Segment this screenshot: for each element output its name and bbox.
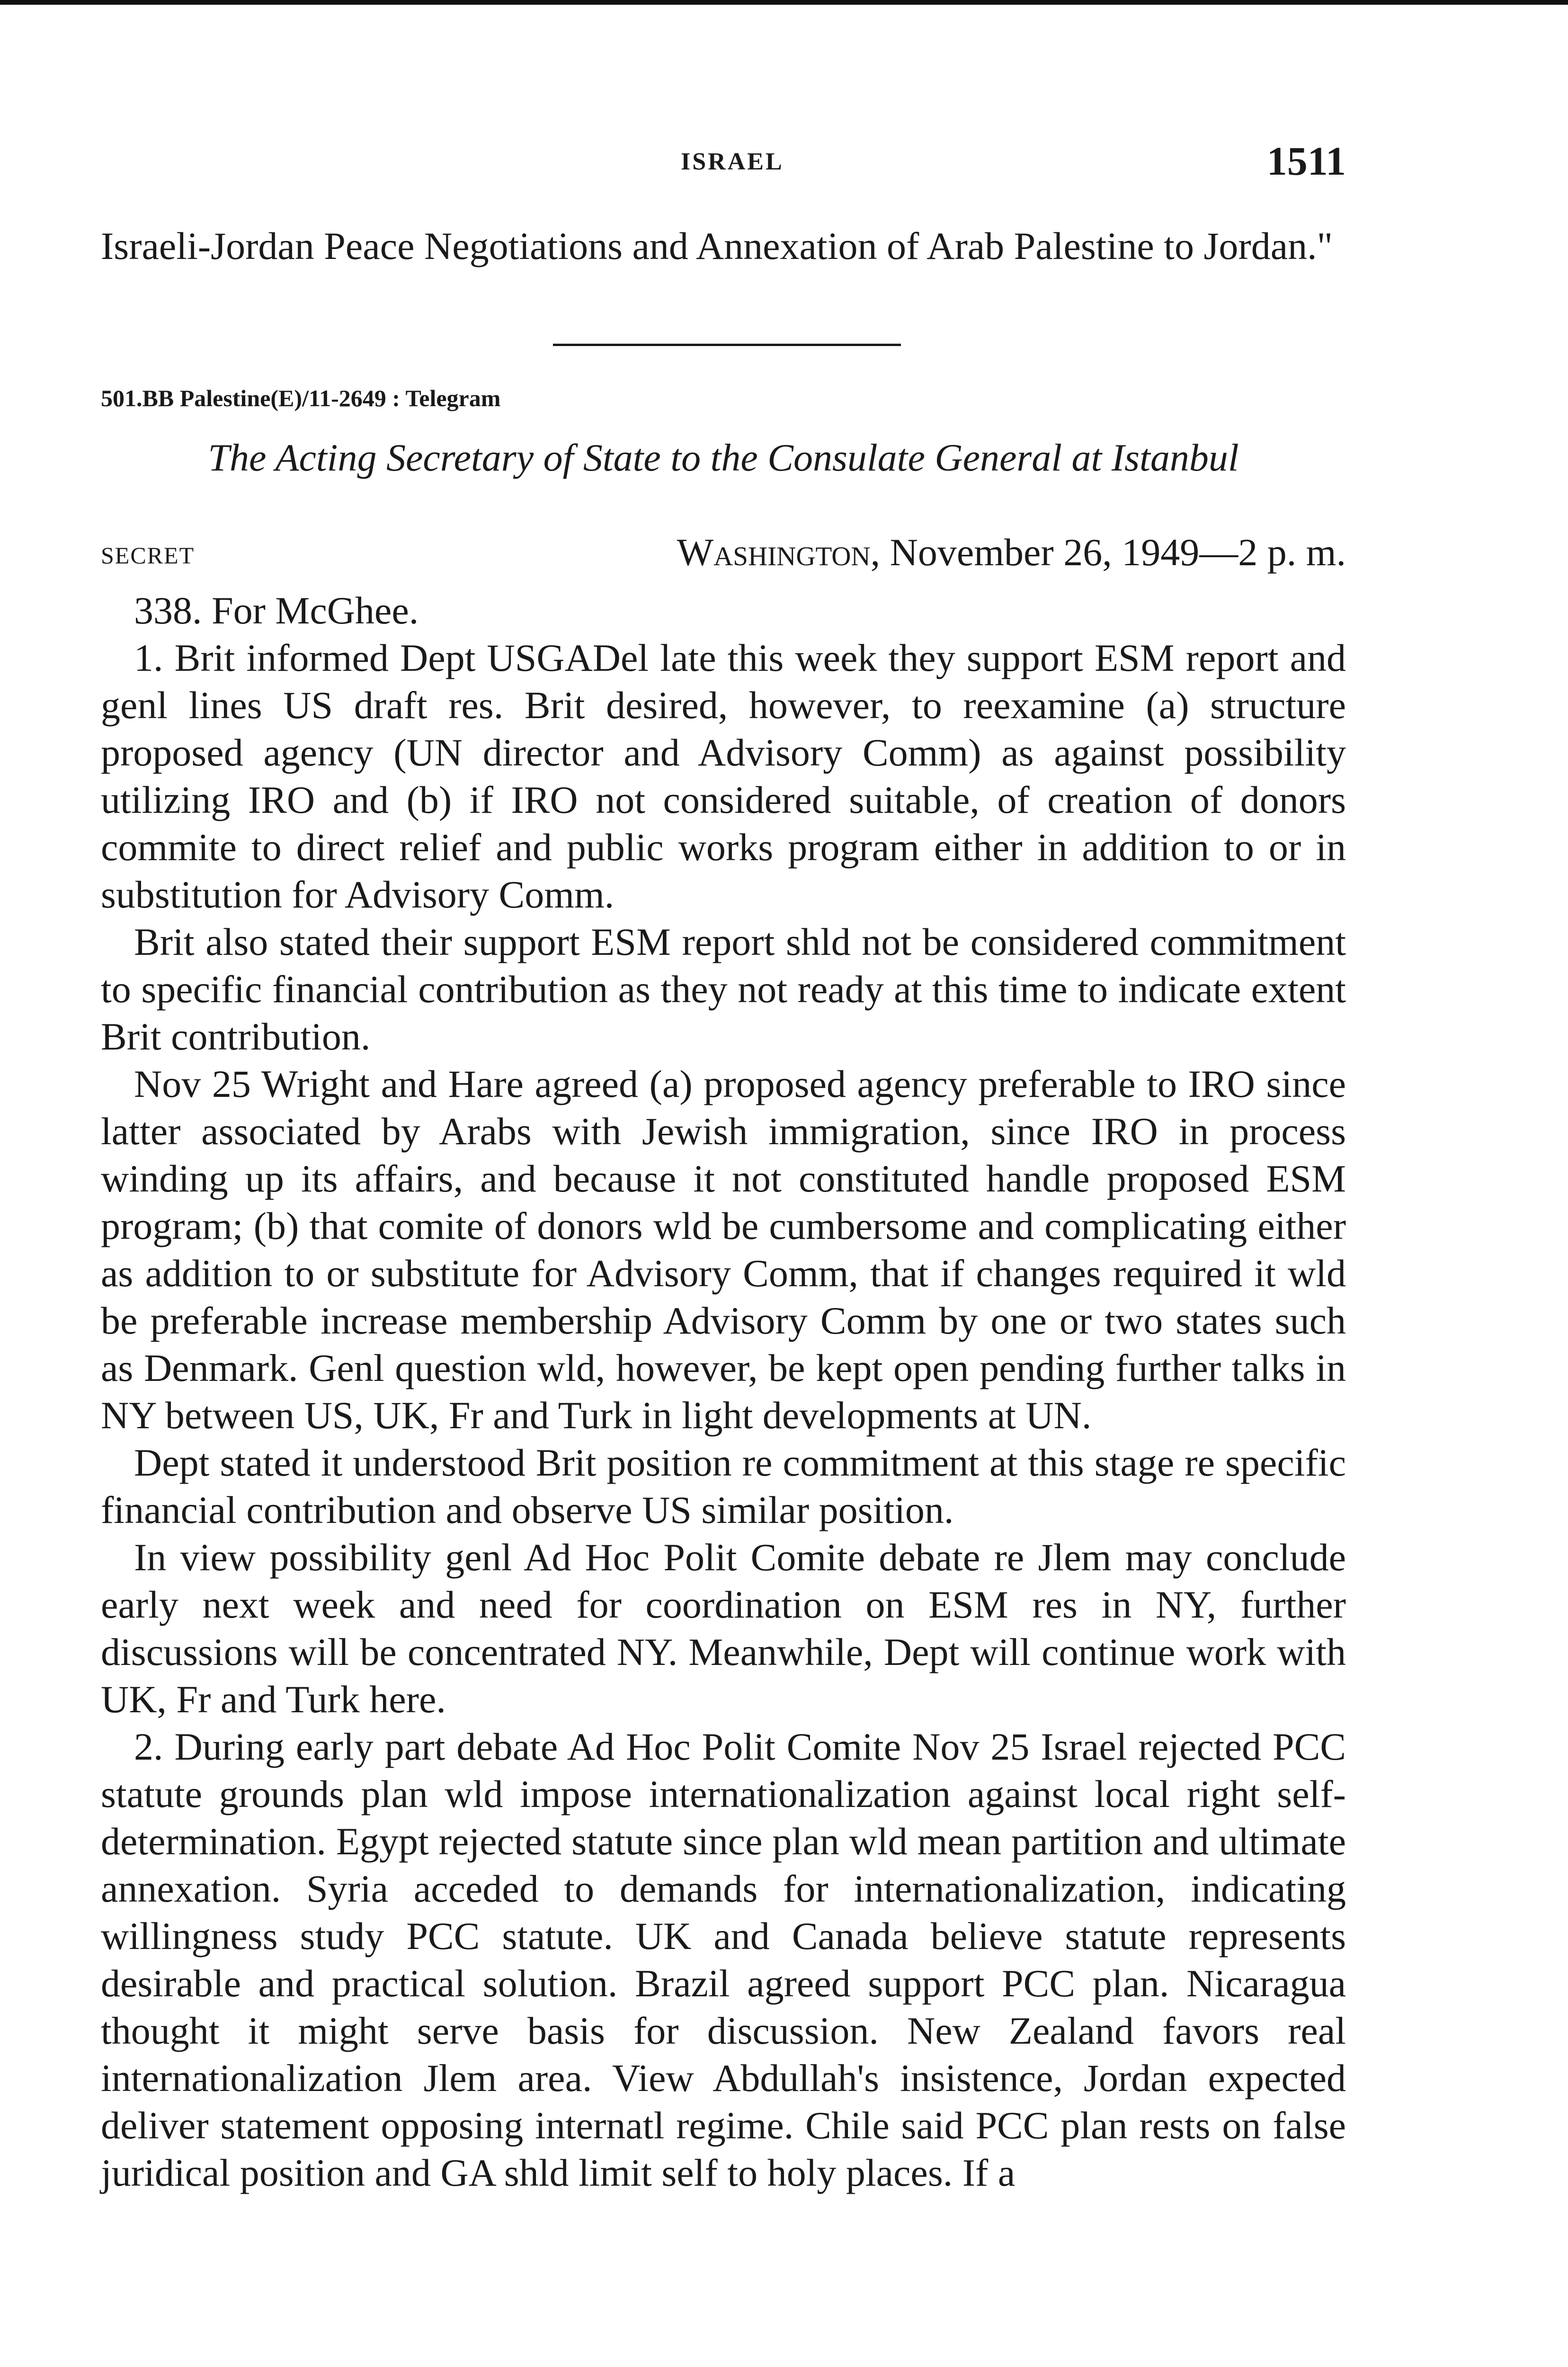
- body-paragraph: Nov 25 Wright and Hare agreed (a) proposed agency preferable to IRO since latter associated by Arabs with Jewish immigration, since IRO in process winding up its affairs, and because it not constituted handle proposed ESM program; (b) that comite of donors wld be cumbersome and complicating either as addition to or substitute for Advisory Comm, that if changes required it wld be preferable increase membership Advisory Comm by one or two states such as Denmark. Genl question wld, however, be kept open pending further talks in NY between US, UK, Fr and Turk in light developments at UN.: [101, 1062, 1346, 1437]
- top-edge-bar: [0, 0, 1568, 5]
- running-title: ISRAEL: [681, 148, 784, 175]
- date: November 26, 1949—2 p. m.: [880, 531, 1346, 574]
- telegram-body: [101, 587, 1346, 2197]
- body-paragraph: 1. Brit informed Dept USGADel late this week they support ESM report and genl lines US draft res. Brit desired, however, to reexamine (a) structure proposed agency (UN director and Advisory Comm) as against possibility utilizing IRO and (b) if IRO not considered suitable, of creation of donors commite to direct relief and public works program either in addition to or in substitution for Advisory Comm.: [101, 636, 1346, 916]
- running-head: [101, 137, 1346, 189]
- telegram-number: 338. For McGhee.: [134, 589, 419, 632]
- body-paragraph: Brit also stated their support ESM report shld not be considered commitment to specific financial contribution as they not ready at this time to indicate extent Brit contribution.: [101, 920, 1346, 1058]
- dateline: [101, 530, 1346, 578]
- document-title: The Acting Secretary of State to the Consulate General at Istanbul: [208, 436, 1239, 479]
- classification-label: SECRET: [101, 542, 195, 569]
- place-and-date: [677, 530, 1346, 575]
- intro-text: Israeli-Jordan Peace Negotiations and Annexation of Arab Palestine to Jordan.": [101, 224, 1333, 267]
- body-paragraph: 2. During early part debate Ad Hoc Polit Comite Nov 25 Israel rejected PCC statute grounds plan wld impose internationalization against local right self-determination. Egypt rejected statute since plan wld mean partition and ultimate annexation. Syria acceded to demands for internationalization, indicating willingness study PCC statute. UK and Canada believe statute represents desirable and practical solution. Brazil agreed support PCC plan. Nicaragua thought it might serve basis for discussion. New Zealand favors real internationalization Jlem area. View Abdullah's insistence, Jordan expected deliver statement opposing internatl regime. Chile said PCC plan rests on false juridical position and GA shld limit self to holy places. If a: [101, 1725, 1346, 2194]
- section-divider: [553, 344, 901, 346]
- body-paragraph: In view possibility genl Ad Hoc Polit Comite debate re Jlem may conclude early next week and need for coordination on ESM res in NY, further discussions will be concentrated NY. Meanwhile, Dept will continue work with UK, Fr and Turk here.: [101, 1536, 1346, 1721]
- page-number: 1511: [1266, 138, 1346, 184]
- body-paragraph: Dept stated it understood Brit position re commitment at this stage re specific financial contribution and observe US similar position.: [101, 1441, 1346, 1531]
- file-reference: 501.BB Palestine(E)/11-2649 : Telegram: [101, 385, 501, 411]
- place: Washington,: [677, 531, 881, 574]
